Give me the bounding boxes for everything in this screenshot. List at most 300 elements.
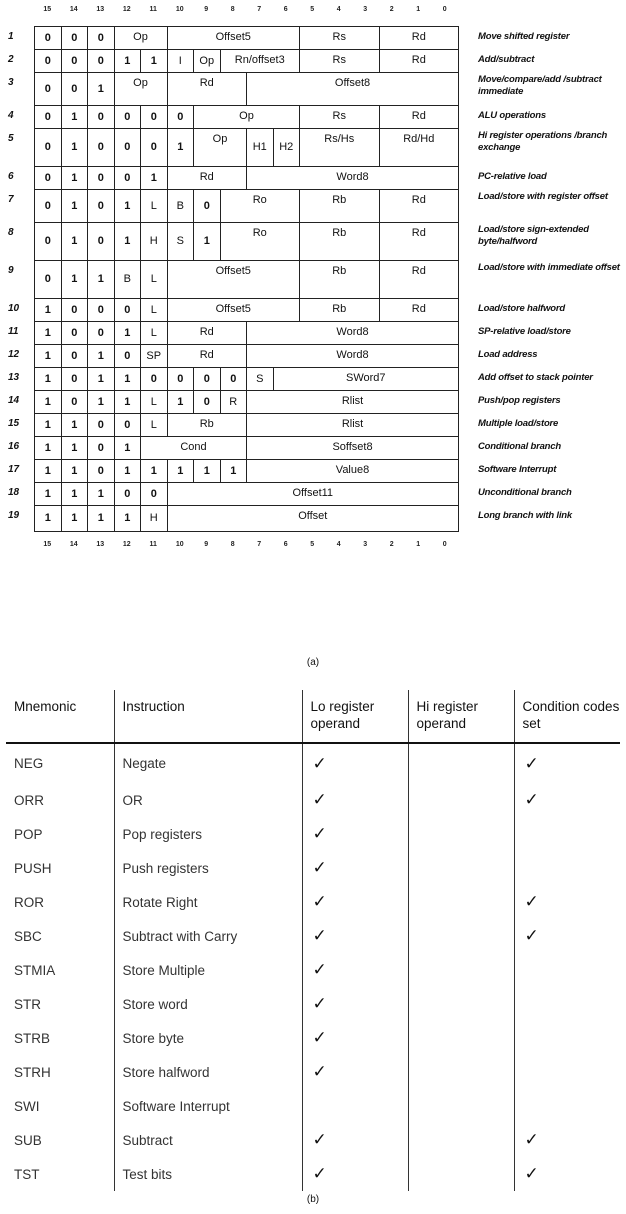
checkmark-icon: ✓ [524,753,539,773]
bit-field: 0 [114,129,141,167]
column-header: Hi register operand [408,690,514,743]
lo-check-cell [302,1089,408,1123]
bit-field: 0 [114,345,141,368]
cc-check-cell [514,783,620,817]
format-row-description: Push/pop registers [478,395,561,406]
bit-field: 1 [35,368,62,391]
bit-number: 9 [204,6,209,13]
bit-number: 15 [43,541,52,548]
hi-check-cell [408,1089,514,1123]
bit-field: 1 [61,223,88,261]
bit-field: 0 [167,106,194,129]
bit-number: 13 [96,541,105,548]
format-row-description: Load/store with immediate offset [478,262,620,273]
bit-field: Rb [300,190,380,223]
bit-field: Offset5 [167,27,300,50]
format-row [35,190,459,223]
bit-field: Rlist [247,414,459,437]
bit-field: L [141,190,168,223]
table-row [6,1157,620,1191]
lo-check-cell [302,783,408,817]
bit-field: 0 [61,299,88,322]
bit-field: 0 [141,483,168,506]
table-row [6,885,620,919]
bit-field: 1 [194,460,221,483]
format-row [35,345,459,368]
format-row-description: Software Interrupt [478,464,557,475]
bit-field: Rd [379,106,459,129]
bit-field: 0 [114,483,141,506]
hi-check-cell [408,1157,514,1191]
bit-field: 1 [167,129,194,167]
column-header: Instruction [114,690,302,743]
bit-number: 5 [310,6,315,13]
bit-field: 1 [35,506,62,532]
instruction-cell: Store halfword [114,1055,302,1089]
bit-field: 1 [114,190,141,223]
format-row-number: 16 [8,441,20,452]
bit-field: S [167,223,194,261]
column-header: Lo register operand [302,690,408,743]
bit-field: L [141,322,168,345]
bit-field: 1 [35,483,62,506]
lo-check-cell [302,1055,408,1089]
bit-field: 0 [35,129,62,167]
format-row-description: PC-relative load [478,171,547,182]
bit-field: 0 [114,414,141,437]
cc-check-cell [514,953,620,987]
mnemonic-cell: ROR [14,894,44,910]
cc-check-cell [514,1123,620,1157]
bit-field: B [114,261,141,299]
hi-check-cell [408,953,514,987]
bit-field: 1 [167,460,194,483]
bit-field: 1 [61,414,88,437]
bit-field: 0 [61,50,88,73]
bit-field: 1 [141,167,168,190]
bit-number: 7 [257,6,262,13]
bit-field: 0 [114,299,141,322]
table-row [6,1089,620,1123]
bit-number: 10 [175,6,184,13]
bit-field: Rd [379,27,459,50]
cc-check-cell [514,919,620,953]
bit-field: 1 [114,223,141,261]
bit-field: 1 [141,50,168,73]
bit-field: 0 [141,129,168,167]
lo-check-cell [302,953,408,987]
bit-field: 1 [114,368,141,391]
bit-field: L [141,299,168,322]
bit-number: 8 [230,6,235,13]
format-row [35,391,459,414]
mnemonic-cell: SWI [14,1098,40,1114]
bit-field: Offset [167,506,459,532]
hi-check-cell [408,919,514,953]
bit-field: L [141,414,168,437]
bit-field: Soffset8 [247,437,459,460]
cc-check-cell [514,1055,620,1089]
hi-check-cell [408,851,514,885]
bit-field: Op [114,27,167,50]
bit-field: 0 [35,223,62,261]
hi-check-cell [408,1021,514,1055]
bit-field: 1 [194,223,221,261]
bit-field: Rs [300,27,380,50]
bit-field: Offset5 [167,299,300,322]
bit-field: Rd [167,167,247,190]
bit-field: Rd [379,299,459,322]
bit-field: 1 [35,460,62,483]
bit-field: 0 [61,73,88,106]
format-row-number: 14 [8,395,20,406]
format-row-description: SP-relative load/store [478,326,571,337]
bit-field: 0 [194,391,221,414]
checkmark-icon: ✓ [524,926,539,945]
bit-field: 0 [194,368,221,391]
format-row-description: Long branch with link [478,510,572,521]
format-row [35,223,459,261]
checkmark-icon: ✓ [312,1130,327,1149]
format-row [35,368,459,391]
bit-field: SWord7 [273,368,459,391]
bit-field: 0 [114,167,141,190]
bit-field: Word8 [247,345,459,368]
mnemonic-cell: STRH [14,1064,51,1080]
bit-field: 1 [61,483,88,506]
bit-field: B [167,190,194,223]
table-row [6,783,620,817]
format-row [35,129,459,167]
hi-check-cell [408,743,514,783]
lo-check-cell [302,987,408,1021]
bit-field: Rs [300,106,380,129]
bit-number: 2 [389,6,394,13]
hi-check-cell [408,1055,514,1089]
bit-field: Rs/Hs [300,129,380,167]
table-row [6,987,620,1021]
bit-number: 4 [336,6,341,13]
bit-field: 0 [88,167,115,190]
bit-number: 3 [363,541,368,548]
format-row-description: Move shifted register [478,31,570,42]
instruction-cell: Rotate Right [114,885,302,919]
checkmark-icon: ✓ [524,892,539,911]
bit-field: 0 [88,437,115,460]
mnemonic-cell: POP [14,826,43,842]
format-row-number: 10 [8,303,20,314]
bit-field: Rn/offset3 [220,50,300,73]
table-row [6,919,620,953]
figure-caption-a: (a) [306,657,320,668]
bit-number: 1 [416,541,421,548]
bit-field: Rb [167,414,247,437]
instruction-cell: Negate [114,743,302,783]
bit-number: 0 [442,6,447,13]
lo-check-cell [302,1157,408,1191]
bit-field: Ro [220,223,300,261]
instruction-cell: Store byte [114,1021,302,1055]
bit-field: L [141,391,168,414]
bit-field: 1 [167,391,194,414]
bit-field: Rb [300,223,380,261]
bit-field: L [141,261,168,299]
bit-number: 12 [122,541,131,548]
bit-number: 15 [43,6,52,13]
checkmark-icon: ✓ [524,790,539,809]
checkmark-icon: ✓ [312,1062,327,1081]
checkmark-icon: ✓ [312,892,327,911]
checkmark-icon: ✓ [312,1164,327,1183]
bit-field: Word8 [247,322,459,345]
bit-field: 0 [61,27,88,50]
bit-field: 1 [61,506,88,532]
bit-number: 10 [175,541,184,548]
format-row-number: 15 [8,418,20,429]
format-row [35,460,459,483]
format-row [35,106,459,129]
mnemonic-cell: STMIA [14,962,56,978]
bit-field: 1 [141,460,168,483]
mnemonic-cell: SUB [14,1132,42,1148]
format-row-number: 2 [8,54,14,65]
bit-field: 1 [114,437,141,460]
format-row-description: Multiple load/store [478,418,559,429]
lo-check-cell [302,919,408,953]
bit-field: 1 [88,345,115,368]
instruction-cell: Subtract [114,1123,302,1157]
format-row-description: Add/subtract [478,54,535,65]
format-row-number: 19 [8,510,20,521]
format-row-number: 1 [8,31,14,42]
format-row [35,299,459,322]
format-row [35,50,459,73]
bit-field: 1 [88,368,115,391]
instruction-cell: Pop registers [114,817,302,851]
table-row [6,953,620,987]
checkmark-icon: ✓ [312,994,327,1013]
bit-field: 1 [88,391,115,414]
bit-field: 1 [35,322,62,345]
bit-field: Offset5 [167,261,300,299]
bit-field: Rd [379,190,459,223]
bit-field: Rlist [247,391,459,414]
checkmark-icon: ✓ [312,790,327,809]
bit-field: 1 [114,322,141,345]
cc-check-cell [514,987,620,1021]
format-row-number: 8 [8,227,14,238]
cc-check-cell [514,851,620,885]
bit-number: 5 [310,541,315,548]
bit-field: 1 [88,483,115,506]
checkmark-icon: ✓ [312,753,327,773]
format-row-number: 6 [8,171,14,182]
bit-number: 12 [122,6,131,13]
format-row [35,506,459,532]
format-row-number: 4 [8,110,14,121]
bit-field: 0 [88,129,115,167]
instruction-cell: Test bits [114,1157,302,1191]
format-row-number: 5 [8,133,14,144]
bit-field: Rd/Hd [379,129,459,167]
format-row-description: Load address [478,349,538,360]
format-row-number: 9 [8,265,14,276]
bit-field: 0 [194,190,221,223]
lo-check-cell [302,1021,408,1055]
bit-field: 1 [35,345,62,368]
format-row-description: Unconditional branch [478,487,572,498]
bit-number: 14 [69,541,78,548]
format-row-number: 12 [8,349,20,360]
mnemonic-table [6,690,620,1191]
bit-field: 1 [88,506,115,532]
bit-field: 0 [61,368,88,391]
mnemonic-cell: TST [14,1166,40,1182]
bit-field: 0 [141,106,168,129]
bit-field: Ro [220,190,300,223]
bit-field: Op [194,129,247,167]
bit-field: 1 [114,391,141,414]
bit-field: 1 [61,129,88,167]
bit-field: Rd [167,345,247,368]
bit-field: H2 [273,129,300,167]
bit-field: 0 [88,299,115,322]
bit-number: 6 [283,541,288,548]
bit-field: R [220,391,247,414]
bit-field: 1 [88,73,115,106]
checkmark-icon: ✓ [312,960,327,979]
instruction-cell: Push registers [114,851,302,885]
instruction-cell: Subtract with Carry [114,919,302,953]
bit-number: 9 [204,541,209,548]
bit-field: 1 [61,261,88,299]
bit-field: 1 [61,460,88,483]
format-row-description: Load/store sign-extended byte/halfword [478,224,589,247]
instruction-cell: Software Interrupt [114,1089,302,1123]
format-row-number: 3 [8,77,14,88]
bit-field: 0 [88,106,115,129]
format-row-number: 11 [8,326,19,337]
format-row [35,437,459,460]
figure-caption-b: (b) [306,1194,320,1205]
bit-field: 1 [114,506,141,532]
column-header: Mnemonic [6,690,114,743]
cc-check-cell [514,885,620,919]
mnemonic-table-figure [0,690,626,1214]
bit-field: 1 [61,167,88,190]
bit-field: Op [194,106,300,129]
lo-check-cell [302,743,408,783]
bit-number: 0 [442,541,447,548]
mnemonic-cell: STR [14,996,41,1012]
bit-field: Offset11 [167,483,459,506]
table-row [6,743,620,783]
bit-field: Rb [300,299,380,322]
format-row [35,322,459,345]
instruction-format-grid [34,26,459,532]
bit-field: 0 [35,190,62,223]
bit-field: 0 [114,106,141,129]
format-row [35,27,459,50]
table-row [6,1055,620,1089]
table-row [6,1021,620,1055]
bit-field: 0 [88,27,115,50]
lo-check-cell [302,1123,408,1157]
cc-check-cell [514,817,620,851]
bit-number: 11 [149,541,157,548]
hi-check-cell [408,1123,514,1157]
bit-field: 0 [61,391,88,414]
bit-field: 0 [35,50,62,73]
bit-field: Op [194,50,221,73]
bit-number: 3 [363,6,368,13]
bit-field: 0 [35,73,62,106]
format-row-description: ALU operations [478,110,546,121]
lo-check-cell [302,817,408,851]
bit-field: 1 [35,299,62,322]
bit-field: 0 [141,368,168,391]
cc-check-cell [514,1157,620,1191]
bit-field: 0 [88,50,115,73]
bit-field: 0 [167,368,194,391]
bit-field: 1 [114,50,141,73]
bit-field: 0 [61,345,88,368]
bit-field: 0 [88,190,115,223]
bit-field: 1 [61,437,88,460]
hi-check-cell [408,885,514,919]
bit-field: Value8 [247,460,459,483]
format-row-number: 18 [8,487,20,498]
checkmark-icon: ✓ [312,1028,327,1047]
bit-field: 0 [35,167,62,190]
format-row-description: Load/store halfword [478,303,565,314]
cc-check-cell [514,1021,620,1055]
bit-field: 0 [35,106,62,129]
format-row-description: Load/store with register offset [478,191,608,202]
bit-field: 1 [35,391,62,414]
mnemonic-cell: PUSH [14,860,52,876]
cc-check-cell [514,743,620,783]
format-row [35,261,459,299]
bit-field: 0 [220,368,247,391]
bit-field: 1 [88,261,115,299]
bit-number: 11 [149,6,157,13]
bit-field: 1 [35,437,62,460]
checkmark-icon: ✓ [312,824,327,843]
format-row [35,483,459,506]
format-row [35,414,459,437]
bit-field: Rb [300,261,380,299]
format-row-number: 17 [8,464,20,475]
lo-check-cell [302,885,408,919]
instruction-cell: Store word [114,987,302,1021]
format-row-description: Add offset to stack pointer [478,372,593,383]
bit-field: I [167,50,194,73]
bit-field: Rd [379,223,459,261]
hi-check-cell [408,783,514,817]
bit-field: S [247,368,274,391]
bit-field: Rs [300,50,380,73]
bit-field: Rd [167,73,247,106]
bit-field: H1 [247,129,274,167]
bit-number: 4 [336,541,341,548]
format-row-description: Conditional branch [478,441,561,452]
table-row [6,1123,620,1157]
bit-field: 0 [88,223,115,261]
bit-field: 0 [61,322,88,345]
hi-check-cell [408,817,514,851]
bit-number: 6 [283,6,288,13]
